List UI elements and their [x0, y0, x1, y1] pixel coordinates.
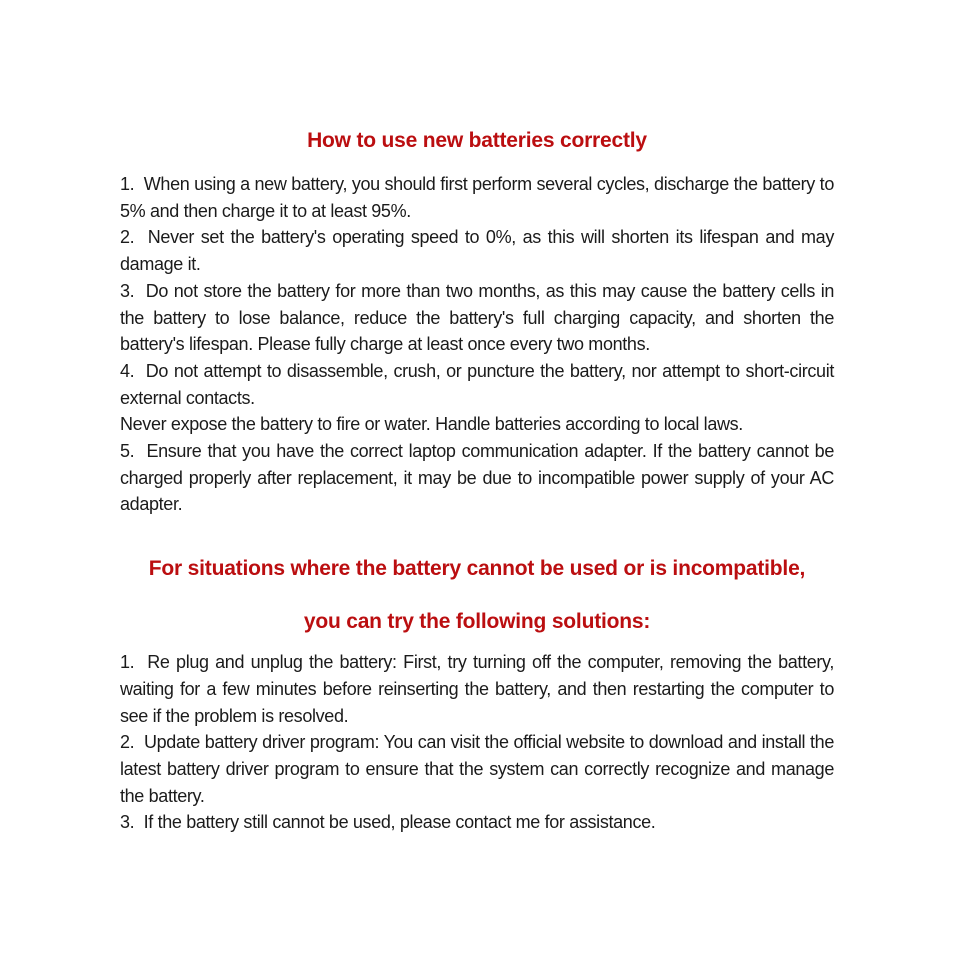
- usage-paragraph-1: 1. When using a new battery, you should first perform several cycles, discharge the battery to 5% and then charge it to at least 95%.: [120, 174, 834, 221]
- troubleshooting-section-heading-line2: you can try the following solutions:: [303, 610, 651, 634]
- troubleshooting-section-heading-line1: For situations where the battery cannot be used or is incompatible,: [148, 557, 806, 581]
- content-area: [120, 128, 834, 836]
- usage-section-heading: How to use new batteries correctly: [307, 129, 647, 152]
- troubleshooting-paragraph-3: 3. If the battery still cannot be used, please contact me for assistance.: [120, 812, 656, 833]
- usage-section-body: [120, 171, 834, 518]
- troubleshooting-paragraph-2: 2. Update battery driver program: You can visit the official website to download and install the latest battery driver program to ensure that the system can correctly recognize and manage the battery.: [120, 732, 834, 806]
- troubleshooting-paragraph-1: 1. Re plug and unplug the battery: First, try turning off the computer, removing the battery, waiting for a few minutes before reinserting the battery, and then restarting the computer to see if the problem is resolved.: [120, 652, 834, 726]
- usage-paragraph-5: Never expose the battery to fire or water. Handle batteries according to local laws.: [120, 414, 743, 435]
- usage-paragraph-3: 3. Do not store the battery for more than two months, as this may cause the battery cells in the battery to lose balance, reduce the battery's full charging capacity, and shorten the battery's lifespan. Please fully charge at least once every two months.: [120, 280, 834, 355]
- usage-paragraph-4: 4. Do not attempt to disassemble, crush, or puncture the battery, nor attempt to short-circuit external contacts.: [120, 360, 834, 408]
- troubleshooting-section-body: [120, 649, 834, 836]
- usage-paragraph-6: 5. Ensure that you have the correct laptop communication adapter. If the battery cannot be charged properly after replacement, it may be due to incompatible power supply of your AC adapter.: [120, 441, 834, 515]
- usage-paragraph-2: 2. Never set the battery's operating speed to 0%, as this will shorten its lifespan and may damage it.: [120, 227, 834, 275]
